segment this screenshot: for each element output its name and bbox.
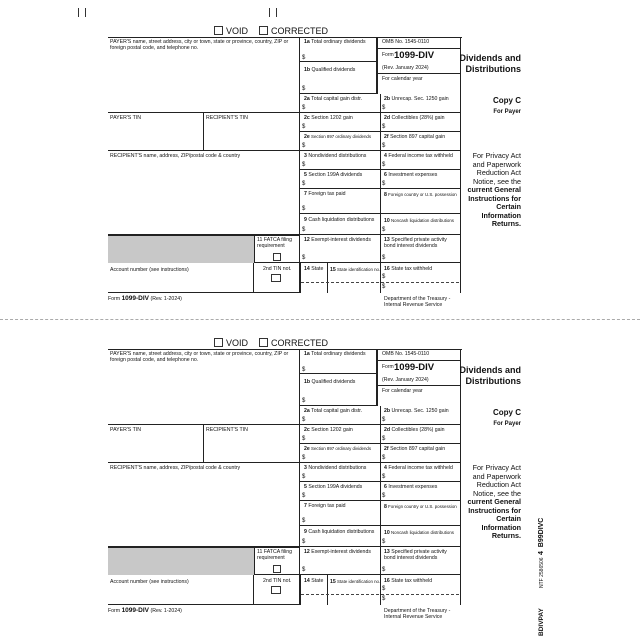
void-checkbox[interactable] [214, 26, 223, 35]
rule [327, 575, 328, 605]
box-5-label: Section 199A dividends [308, 484, 363, 490]
privacy-text: For Privacy Act and Paperwork Reduction Act Notice, see the [472, 151, 521, 186]
dollar-sign: $ [302, 255, 306, 261]
rule [380, 235, 381, 293]
dollar-sign: $ [382, 255, 386, 261]
dollar-sign: $ [382, 417, 386, 423]
title-line-2: Distributions [465, 376, 521, 386]
dollar-sign: $ [302, 124, 306, 130]
box-14-label: State [311, 578, 324, 584]
dollar-sign: $ [302, 567, 306, 573]
dollar-sign: $ [382, 284, 386, 290]
box-12-label: Exempt-interest dividends [311, 237, 371, 243]
account-label: Account number (see instructions) [110, 579, 189, 585]
footer-department: Department of the Treasury - Internal Revenue Service [384, 296, 451, 308]
dollar-sign: $ [302, 86, 306, 92]
crop-mark [78, 8, 86, 17]
fatca-label: 11 FATCA filing requirement [257, 549, 292, 561]
box-2e-num: 2e [304, 446, 310, 452]
box-1b-label: Qualified dividends [311, 379, 356, 385]
box-10-num: 10 [384, 530, 390, 536]
form-revision: (Rev. January 2024) [382, 377, 429, 383]
form-number: 1099-DIV [394, 50, 435, 61]
dollar-sign: $ [302, 518, 306, 524]
box-2b-num: 2b [384, 408, 391, 414]
footer-form [108, 295, 182, 302]
footer-revision: (Rev. 1-2024) [150, 296, 182, 302]
corrected-label: CORRECTED [271, 26, 329, 36]
box-6-num: 6 [384, 484, 387, 490]
box-2a-num: 2a [304, 408, 310, 414]
box-6-num: 6 [384, 172, 387, 178]
recipient-name-box[interactable] [108, 151, 300, 235]
box-2a-num: 2a [304, 96, 310, 102]
payer-label: PAYER'S name, street address, city or town, state or province, country, ZIP or foreign postal code, and telephone no. [110, 351, 289, 363]
recipient-name-box[interactable] [108, 463, 300, 547]
box-8-label: Foreign country or U.S. possession [388, 192, 457, 197]
form-copy-bottom [108, 336, 521, 622]
corrected-checkbox[interactable] [259, 26, 268, 35]
box-2b-num: 2b [384, 96, 391, 102]
title-line-2: Distributions [465, 64, 521, 74]
box-14-num: 14 [304, 578, 310, 584]
box-9-label: Cash liquidation distributions [308, 217, 375, 223]
box-9-num: 9 [304, 529, 307, 535]
rule [300, 575, 301, 605]
box-2f-label: Section 897 capital gain [390, 446, 446, 452]
dollar-sign: $ [302, 227, 306, 233]
dollar-sign: $ [302, 206, 306, 212]
box-2c-label: Section 1202 gain [311, 427, 353, 433]
dollar-sign: $ [382, 586, 386, 592]
box-16-num: 16 [384, 266, 390, 272]
form-label: Form [382, 52, 394, 58]
dollar-sign: $ [382, 124, 386, 130]
shaded-area [108, 547, 254, 575]
recipient-tin-label: RECIPIENT'S TIN [206, 427, 248, 433]
privacy-bold: current General Instructions for Certain Information Returns. [467, 497, 521, 540]
footer-revision: (Rev. 1-2024) [150, 608, 182, 614]
box-4-num: 4 [384, 153, 387, 159]
box-2c-num: 2c [304, 115, 310, 121]
box-14-num: 14 [304, 266, 310, 272]
box-16-label: State tax withheld [391, 578, 433, 584]
corrected-checkbox[interactable] [259, 338, 268, 347]
dollar-sign: $ [382, 436, 386, 442]
dollar-sign: $ [382, 227, 386, 233]
box-7-label: Foreign tax paid [308, 503, 346, 509]
box-4-label: Federal income tax withheld [388, 465, 453, 471]
footer-form [108, 607, 182, 614]
state-divider [301, 282, 459, 283]
dollar-sign: $ [302, 398, 306, 404]
box-4-num: 4 [384, 465, 387, 471]
copy-label: Copy C [493, 96, 521, 105]
dollar-sign: $ [382, 181, 386, 187]
box-1b-label: Qualified dividends [311, 67, 356, 73]
box-2e-label: Section 897 ordinary dividends [311, 446, 372, 451]
box-2a-label: Total capital gain distr. [311, 96, 363, 102]
rule [327, 263, 328, 293]
box-2d-label: Collectibles (28%) gain [391, 115, 445, 121]
calendar-year-label: For calendar year [382, 388, 423, 394]
side-bottom-code: BDIVPAY [538, 608, 545, 636]
box-6-label: Investment expenses [388, 172, 438, 178]
void-label: VOID [226, 338, 249, 348]
box-2b-label: Unrecap. Sec. 1250 gain [391, 408, 449, 414]
box-1b-num: 1b [304, 67, 311, 73]
side-code [538, 518, 545, 555]
form-revision: (Rev. January 2024) [382, 65, 429, 71]
box-2c-num: 2c [304, 427, 310, 433]
box-1a-num: 1a [304, 351, 310, 357]
dollar-sign: $ [302, 474, 306, 480]
recipient-tin-label: RECIPIENT'S TIN [206, 115, 248, 121]
box-6-label: Investment expenses [388, 484, 438, 490]
box-2d-num: 2d [384, 115, 391, 121]
rule [377, 48, 460, 49]
for-payer-label: For Payer [493, 421, 521, 427]
omb-number: OMB No. 1545-0110 [382, 351, 430, 357]
box-1b-num: 1b [304, 379, 311, 385]
shaded-area [108, 235, 254, 263]
dollar-sign: $ [302, 181, 306, 187]
side-number: 4 [538, 551, 545, 555]
dollar-sign: $ [382, 105, 386, 111]
dollar-sign: $ [302, 539, 306, 545]
footer-form-label: Form [108, 608, 121, 614]
box-8-num: 8 [384, 192, 387, 198]
rule [108, 235, 300, 236]
payer-tin-label: PAYER'S TIN [110, 427, 141, 433]
box-2e-label: Section 897 ordinary dividends [311, 134, 372, 139]
box-7-num: 7 [304, 191, 307, 197]
box-13-label: Specified private activity bond interest dividends [384, 237, 447, 249]
box-2c-label: Section 1202 gain [311, 115, 353, 121]
box-2d-num: 2d [384, 427, 391, 433]
dollar-sign: $ [382, 596, 386, 602]
form-label: Form [382, 364, 394, 370]
for-payer-label: For Payer [493, 109, 521, 115]
rule [377, 349, 378, 406]
crop-mark [269, 8, 277, 17]
recipient-name-label: RECIPIENT'S name, address, ZIP/postal code & country [110, 153, 241, 159]
side-small-code: NTF 2586506 [539, 557, 545, 588]
rule [300, 263, 301, 293]
dollar-sign: $ [302, 436, 306, 442]
box-3-num: 3 [304, 153, 307, 159]
footer-department: Department of the Treasury - Internal Revenue Service [384, 608, 451, 620]
rule [380, 547, 381, 605]
box-2f-num: 2f [384, 446, 389, 452]
dollar-sign: $ [302, 143, 306, 149]
dollar-sign: $ [302, 105, 306, 111]
box-15-num: 15 [330, 579, 336, 585]
dollar-sign: $ [302, 162, 306, 168]
box-9-num: 9 [304, 217, 307, 223]
dollar-sign: $ [302, 55, 306, 61]
box-13-num: 13 [384, 237, 390, 243]
omb-number: OMB No. 1545-0110 [382, 39, 430, 45]
dollar-sign: $ [302, 455, 306, 461]
dollar-sign: $ [302, 493, 306, 499]
box-8-label: Foreign country or U.S. possession [388, 504, 457, 509]
dollar-sign: $ [382, 274, 386, 280]
box-4-label: Federal income tax withheld [388, 153, 453, 159]
side-code-text: B99DIVC [538, 517, 545, 548]
box-8-num: 8 [384, 504, 387, 510]
dollar-sign: $ [382, 567, 386, 573]
box-1a-label: Total ordinary dividends [311, 39, 366, 45]
box-7-label: Foreign tax paid [308, 191, 346, 197]
rule [377, 37, 378, 94]
void-label: VOID [226, 26, 249, 36]
box-2a-label: Total capital gain distr. [311, 408, 363, 414]
form-copy-top [108, 24, 521, 310]
box-2e-num: 2e [304, 134, 310, 140]
box-5-label: Section 199A dividends [308, 172, 363, 178]
box-9-label: Cash liquidation distributions [308, 529, 375, 535]
box-5-num: 5 [304, 484, 307, 490]
rule [460, 37, 461, 293]
box-16-label: State tax withheld [391, 266, 433, 272]
account-label: Account number (see instructions) [110, 267, 189, 273]
dollar-sign: $ [382, 474, 386, 480]
box-7-num: 7 [304, 503, 307, 509]
box-15-num: 15 [330, 267, 336, 273]
payer-label: PAYER'S name, street address, city or town, state or province, country, ZIP or foreign postal code, and telephone no. [110, 39, 289, 51]
box-2d-label: Collectibles (28%) gain [391, 427, 445, 433]
box-2f-num: 2f [384, 134, 389, 140]
footer-form-number: 1099-DIV [121, 607, 150, 614]
copy-label: Copy C [493, 408, 521, 417]
dollar-sign: $ [382, 162, 386, 168]
footer-form-label: Form [108, 296, 121, 302]
box-15-label: State identification no. [337, 267, 381, 272]
dollar-sign: $ [382, 143, 386, 149]
box-12-num: 12 [304, 237, 310, 243]
corrected-label: CORRECTED [271, 338, 329, 348]
second-tin-label: 2nd TIN not. [263, 578, 292, 584]
dollar-sign: $ [382, 539, 386, 545]
footer-form-number: 1099-DIV [121, 295, 150, 302]
box-3-num: 3 [304, 465, 307, 471]
void-checkbox[interactable] [214, 338, 223, 347]
box-2b-label: Unrecap. Sec. 1250 gain [391, 96, 449, 102]
box-3-label: Nondividend distributions [308, 153, 367, 159]
privacy-text: For Privacy Act and Paperwork Reduction Act Notice, see the [472, 463, 521, 498]
dollar-sign: $ [382, 493, 386, 499]
privacy-bold: current General Instructions for Certain Information Returns. [467, 185, 521, 228]
calendar-year-label: For calendar year [382, 76, 423, 82]
box-12-num: 12 [304, 549, 310, 555]
state-divider [301, 594, 459, 595]
box-10-num: 10 [384, 218, 390, 224]
box-1a-num: 1a [304, 39, 310, 45]
fatca-checkbox[interactable] [273, 565, 281, 573]
second-tin-label: 2nd TIN not. [263, 266, 292, 272]
dollar-sign: $ [302, 417, 306, 423]
second-tin-checkbox[interactable] [271, 274, 281, 282]
box-10-label: Noncash liquidation distributions [391, 218, 454, 223]
box-2f-label: Section 897 capital gain [390, 134, 446, 140]
perforation-line [0, 319, 640, 320]
form-number: 1099-DIV [394, 362, 435, 373]
recipient-name-label: RECIPIENT'S name, address, ZIP/postal code & country [110, 465, 241, 471]
box-5-num: 5 [304, 172, 307, 178]
box-1a-label: Total ordinary dividends [311, 351, 366, 357]
dollar-sign: $ [382, 455, 386, 461]
title-line-1: Dividends and [459, 53, 521, 63]
box-10-label: Noncash liquidation distributions [391, 530, 454, 535]
title-line-1: Dividends and [459, 365, 521, 375]
rule [377, 360, 460, 361]
payer-tin-label: PAYER'S TIN [110, 115, 141, 121]
box-13-label: Specified private activity bond interest dividends [384, 549, 447, 561]
fatca-checkbox[interactable] [273, 253, 281, 261]
box-13-num: 13 [384, 549, 390, 555]
rule [108, 547, 300, 548]
box-16-num: 16 [384, 578, 390, 584]
fatca-label: 11 FATCA filing requirement [257, 237, 292, 249]
box-12-label: Exempt-interest dividends [311, 549, 371, 555]
box-14-label: State [311, 266, 324, 272]
privacy-notice [464, 464, 521, 541]
box-3-label: Nondividend distributions [308, 465, 367, 471]
box-15-label: State identification no. [337, 579, 381, 584]
dollar-sign: $ [302, 367, 306, 373]
rule [460, 349, 461, 605]
privacy-notice [464, 152, 521, 229]
second-tin-checkbox[interactable] [271, 586, 281, 594]
